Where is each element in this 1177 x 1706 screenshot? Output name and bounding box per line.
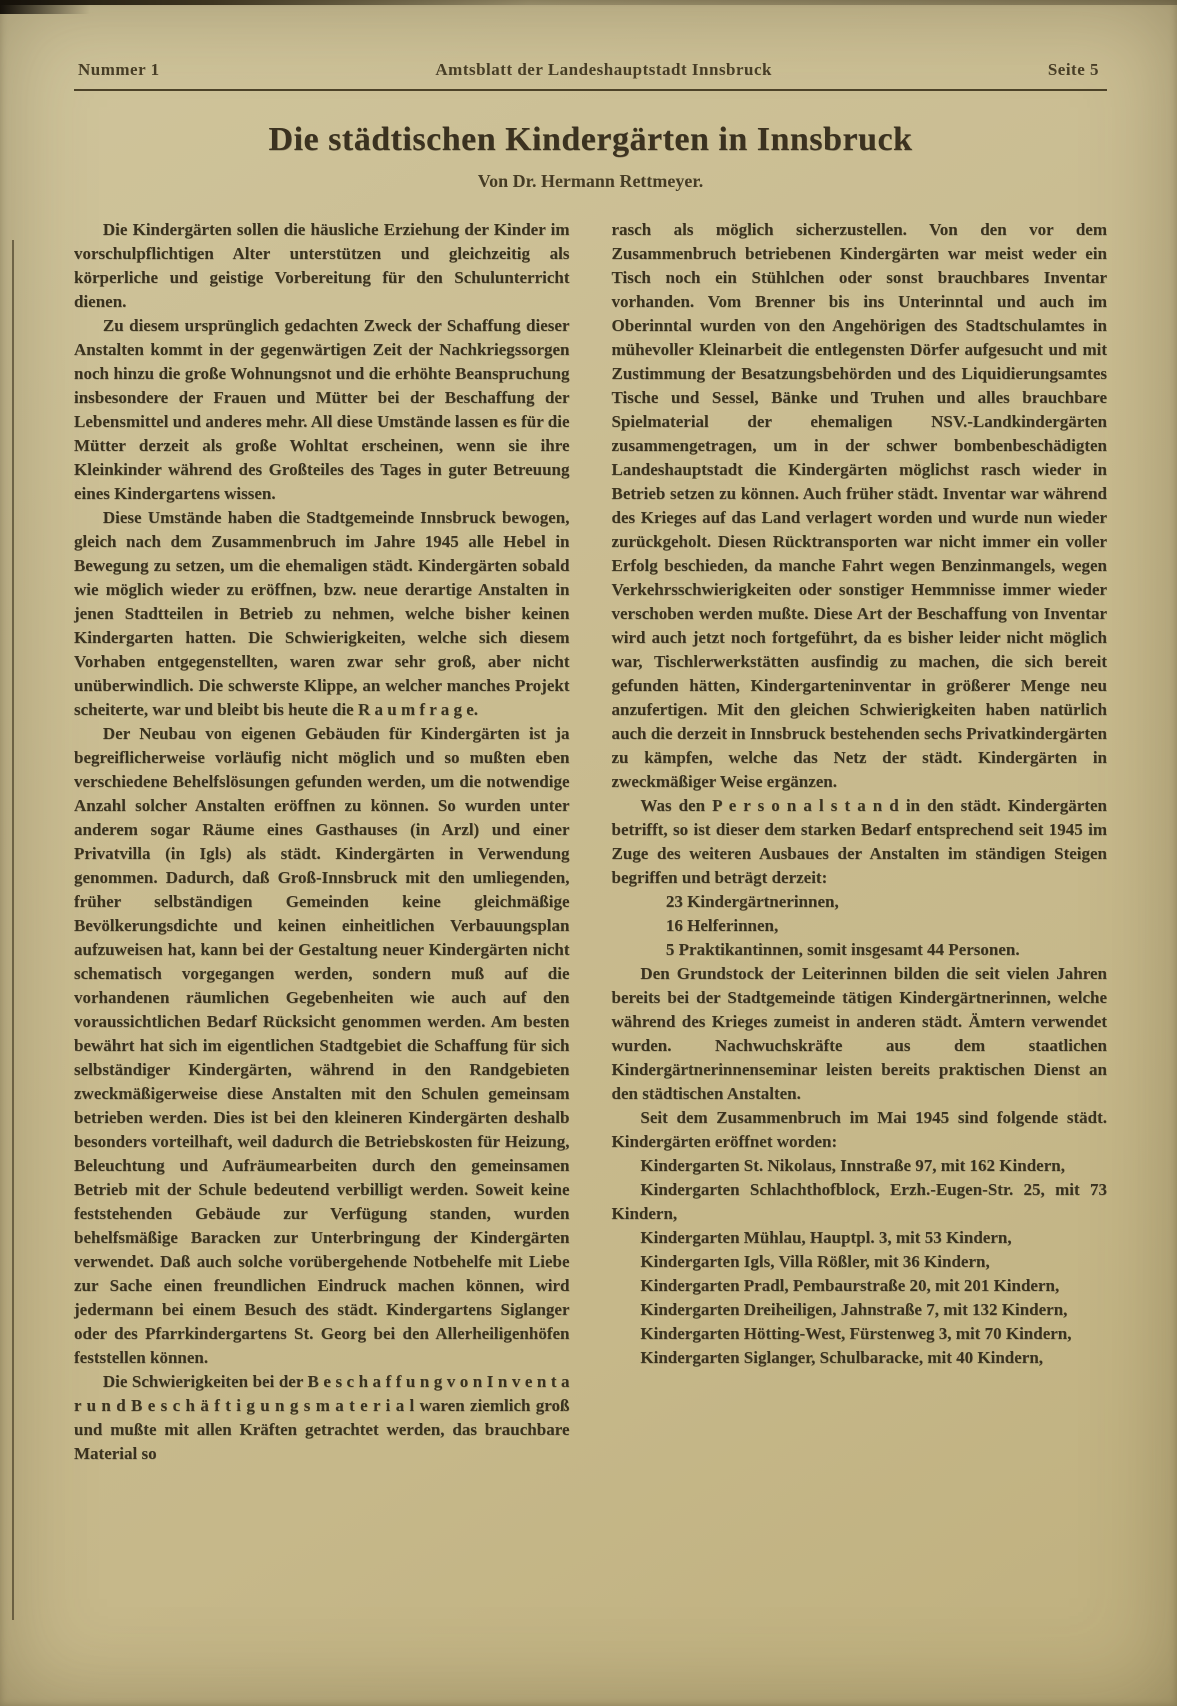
paragraph: 5 Praktikantinnen, somit insgesamt 44 Personen. [665, 940, 1020, 959]
paragraph: 16 Helferinnen, [665, 916, 779, 935]
paragraph: Der Neubau von eigenen Gebäuden für Kindergärten ist ja begreiflicherweise vorläufig nicht möglich und so mußten eben verschiedene Behelfslösungen gefunden werden, um die notwendige Anzahl solcher Anstalten eröffnen zu können. So wurden unter anderem sogar Räume eines Gasthauses (in Arzl) und einer Privatvilla (in Igls) als städt. Kindergärten in Verwendung genommen. Dadurch, daß Groß-Innsbruck mit den umliegenden, früher selbständigen Gemeinden keine gleichmäßige Bevölkerungsdichte und keinen einheitlichen Verbauungsplan aufzuweisen hat, kann bei der Gestaltung neuer Kindergärten nicht schematisch vorgegangen werden, sondern muß auf die vorhandenen räumlichen Gegebenheiten wie auch auf den voraussichtlichen Bedarf Rücksicht genommen werden. Am besten bewährt hat sich im eigentlichen Stadtgebiet die Schaffung für sich selbständiger Kindergärten, während in den Randgebieten zweckmäßigerweise diese Anstalten mit den Schulen gemeinsam betrieben werden. Dies ist bei den kleineren Kindergärten deshalb besonders vorteilhaft, weil dadurch die Betriebskosten für Heizung, Beleuchtung und Aufräumearbeiten durch den gemeinsamen Betrieb mit der Schule bedeutend verbilligt werden. Soweit keine feststehenden Gebäude zur Verfügung standen, wurden behelfsmäßige Baracken zur Unterbringung der Kindergärten verwendet. Daß auch solche vorübergehende Notbehelfe mit Liebe zur Sache einen freundlichen Eindruck machen können, wird jedermann bei einem Besuch des städt. Kindergartens Siglanger oder des Pfarrkindergartens St. Georg bei den Allerheiligenhöfen feststellen können. [74, 724, 570, 1367]
paragraph: Kindergarten Siglanger, Schulbaracke, mit 40 Kindern, [640, 1348, 1044, 1367]
scan-artifact-top-edge [0, 0, 1177, 5]
article-body [74, 218, 1107, 1466]
paragraph: Kindergarten Hötting-West, Fürstenweg 3, mit 70 Kindern, [640, 1324, 1072, 1343]
paragraph: Was den P e r s o n a l s t a n d in den städt. Kindergärten betrifft, so ist dieser dem starken Bedarf entsprechend seit 1945 im Zuge des weiteren Ausbaues der Anstalten im ständigen Steigen begriffen und beträgt derzeit: [611, 796, 1107, 887]
paragraph: Zu diesem ursprünglich gedachten Zweck der Schaffung dieser Anstalten kommt in der gegenwärtigen Zeit der Nachkriegssorgen noch hinzu die große Wohnungsnot und die erhöhte Beanspruchung insbesondere der Frauen und Mütter bei der Beschaffung der Lebensmittel und anderes mehr. All diese Umstände lassen es für die Mütter derzeit als große Wohltat erscheinen, wenn sie ihre Kleinkinder während des Großteiles des Tages in guter Betreuung eines Kindergartens wissen. [74, 316, 570, 503]
article-title: Die städtischen Kindergärten in Innsbruck [268, 121, 913, 158]
masthead-title: Amtsblatt der Landeshauptstadt Innsbruck [435, 60, 773, 79]
paragraph: Seit dem Zusammenbruch im Mai 1945 sind folgende städt. Kindergärten eröffnet worden: [611, 1108, 1107, 1151]
paragraph: Kindergarten Igls, Villa Rößler, mit 36 Kindern, [640, 1252, 990, 1271]
paragraph: Die Schwierigkeiten bei der B e s c h a f f u n g v o n I n v e n t a r u n d B e s c h ä f t i g u n g s m a t e r i a l waren ziemlich groß und mußte mit allen Kräften getrachtet werden, das brauchbare Material so [74, 1372, 570, 1463]
page-number: Seite 5 [1047, 60, 1099, 79]
issue-number: Nummer 1 [78, 60, 160, 79]
paragraph: Kindergarten Mühlau, Hauptpl. 3, mit 53 Kindern, [640, 1228, 1012, 1247]
scan-artifact-left-edge [12, 240, 14, 1620]
paragraph: Kindergarten Schlachthofblock, Erzh.-Eugen-Str. 25, mit 73 Kindern, [611, 1180, 1107, 1223]
masthead-rule [74, 89, 1107, 91]
paragraph: Diese Umstände haben die Stadtgemeinde Innsbruck bewogen, gleich nach dem Zusammenbruch im Jahre 1945 alle Hebel in Bewegung zu setzen, um die ehemaligen städt. Kindergärten sobald wie möglich wieder zu eröffnen, bzw. neue derartige Anstalten in jenen Stadtteilen in Betrieb zu nehmen, welche bisher keinen Kindergarten hatten. Die Schwierigkeiten, welche sich diesem Vorhaben entgegenstellten, waren zwar sehr groß, aber nicht unüberwindlich. Die schwerste Klippe, an welcher manches Projekt scheiterte, war und bleibt bis heute die R a u m f r a g e. [74, 508, 570, 719]
paragraph: Den Grundstock der Leiterinnen bilden die seit vielen Jahren bereits bei der Stadtgemeinde tätigen Kindergärtnerinnen, welche während des Krieges zumeist in anderen städt. Ämtern verwendet wurden. Nachwuchskräfte aus dem staatlichen Kindergärtnerinnenseminar leisten bereits praktischen Dienst an den städtischen Anstalten. [611, 964, 1107, 1103]
paragraph: Kindergarten St. Nikolaus, Innstraße 97, mit 162 Kindern, [640, 1156, 1065, 1175]
left-column [74, 218, 570, 1466]
paragraph: Kindergarten Pradl, Pembaurstraße 20, mit 201 Kindern, [640, 1276, 1060, 1295]
paragraph: Kindergarten Dreiheiligen, Jahnstraße 7, mit 132 Kindern, [640, 1300, 1068, 1319]
paragraph: 23 Kindergärtnerinnen, [665, 892, 839, 911]
paragraph: rasch als möglich sicherzustellen. Von den vor dem Zusammenbruch betriebenen Kindergärten war meist weder ein Tisch noch ein Stühlchen oder sonst brauchbares Inventar vorhanden. Vom Brenner bis ins Unterinntal und auch im Oberinntal wurden von den Angehörigen des Stadtschulamtes in mühevoller Kleinarbeit die entlegensten Dörfer aufgesucht und mit Zustimmung der Besatzungsbehörden und des Liquidierungsamtes Tische und Sessel, Bänke und Truhen und alles brauchbare Spielmaterial der ehemaligen NSV.-Landkindergärten zusammengetragen, um in der schwer bombenbeschädigten Landeshauptstadt die Kindergärten möglichst rasch wieder in Betrieb setzen zu können. Auch früher städt. Inventar war während des Krieges auf das Land verlagert worden und wurde nun wieder zurückgeholt. Diesen Rücktransporten war nicht immer ein voller Erfolg beschieden, da manche Fahrt wegen Benzinmangels, wegen Verkehrsschwierigkeiten oder sonstiger Hemmnisse immer wieder verschoben werden mußte. Diese Art der Beschaffung von Inventar wird auch jetzt noch fortgeführt, da es bisher leider nicht möglich war, Tischlerwerkstätten ausfindig zu machen, die sich bereit gefunden hätten, Kindergarteninventar in größerer Menge neu anzufertigen. Mit den gleichen Schwierigkeiten haben natürlich auch die derzeit in Innsbruck bestehenden sechs Privatkindergärten zu kämpfen, welche das Netz der städt. Kindergärten in zweckmäßiger Weise ergänzen. [611, 220, 1107, 791]
masthead [74, 60, 1107, 80]
article-byline: Von Dr. Hermann Rettmeyer. [477, 171, 704, 191]
right-column [612, 218, 1108, 1466]
paragraph: Die Kindergärten sollen die häusliche Erziehung der Kinder im vorschulpflichtigen Alter unterstützen und gleichzeitig als körperliche und geistige Vorbereitung für den Schulunterricht dienen. [74, 220, 570, 311]
scan-artifact-corner [0, 0, 90, 14]
